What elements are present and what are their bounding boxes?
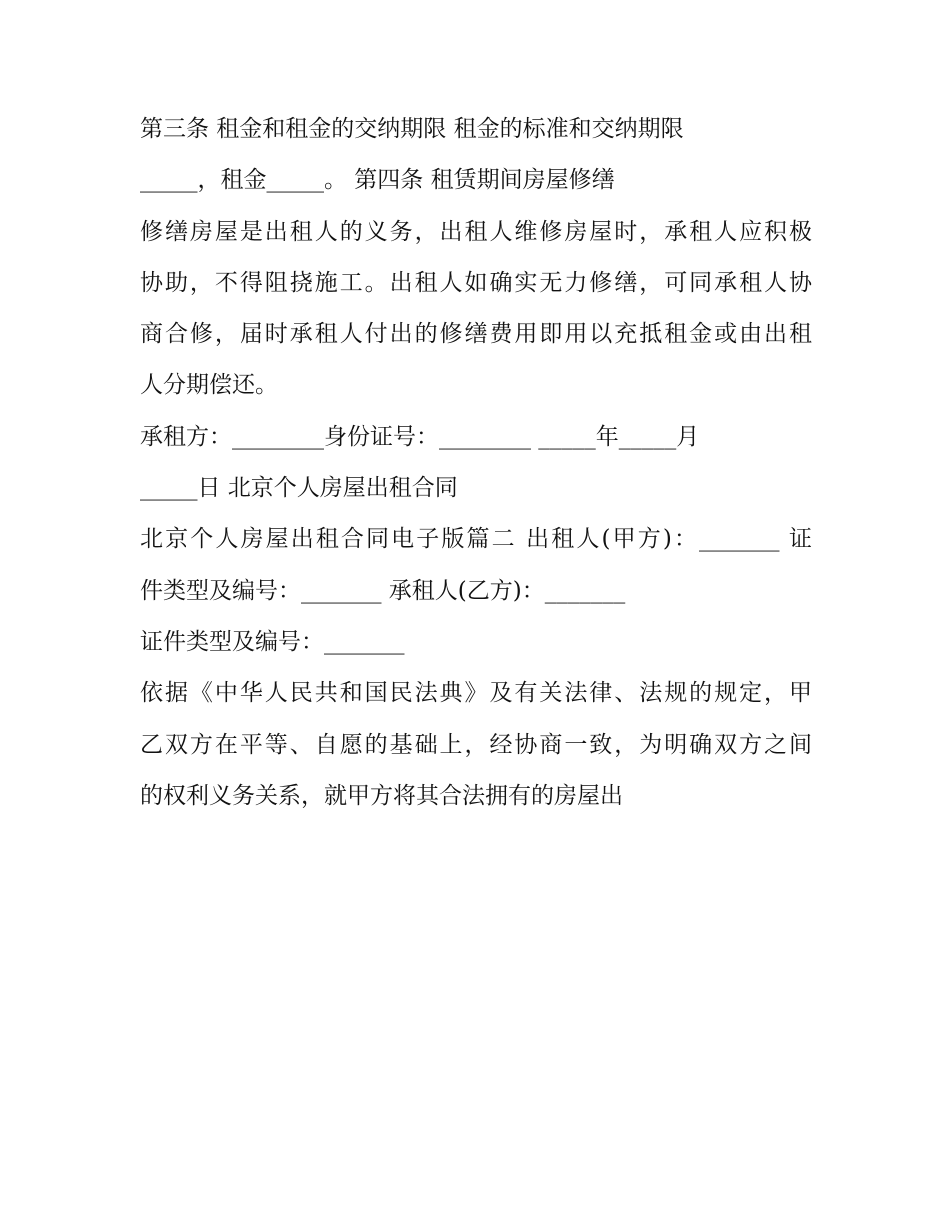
text-line-14: 的权利义务关系，就甲方将其合法拥有的房屋出	[140, 782, 623, 809]
text-line-11: 证件类型及编号：_______	[140, 628, 405, 655]
text-line-7: 承租方：________身份证号：________ _____年_____月	[140, 423, 700, 450]
text-line-9: 北京个人房屋出租合同电子版篇二 出租人(甲方)：_______ 证	[140, 526, 812, 553]
text-line-4: 协助，不得阻挠施工。出租人如确实无力修缮，可同承租人协	[140, 269, 812, 296]
text-line-2: _____，租金_____。 第四条 租赁期间房屋修缮	[140, 167, 615, 194]
text-line-5: 商合修，届时承租人付出的修缮费用即用以充抵租金或由出租	[140, 321, 812, 348]
text-line-8: _____日 北京个人房屋出租合同	[140, 475, 458, 502]
text-line-3: 修缮房屋是出租人的义务，出租人维修房屋时，承租人应积极	[140, 218, 812, 245]
text-line-13: 乙双方在平等、自愿的基础上，经协商一致，为明确双方之间	[140, 731, 812, 758]
text-line-10: 件类型及编号：_______ 承租人(乙方)：_______	[140, 577, 626, 604]
text-line-1: 第三条 租金和租金的交纳期限 租金的标准和交纳期限	[140, 116, 684, 142]
text-line-6: 人分期偿还。	[140, 372, 278, 399]
document-body	[140, 104, 812, 822]
text-line-12: 依据《中华人民共和国民法典》及有关法律、法规的规定，甲	[140, 680, 812, 707]
